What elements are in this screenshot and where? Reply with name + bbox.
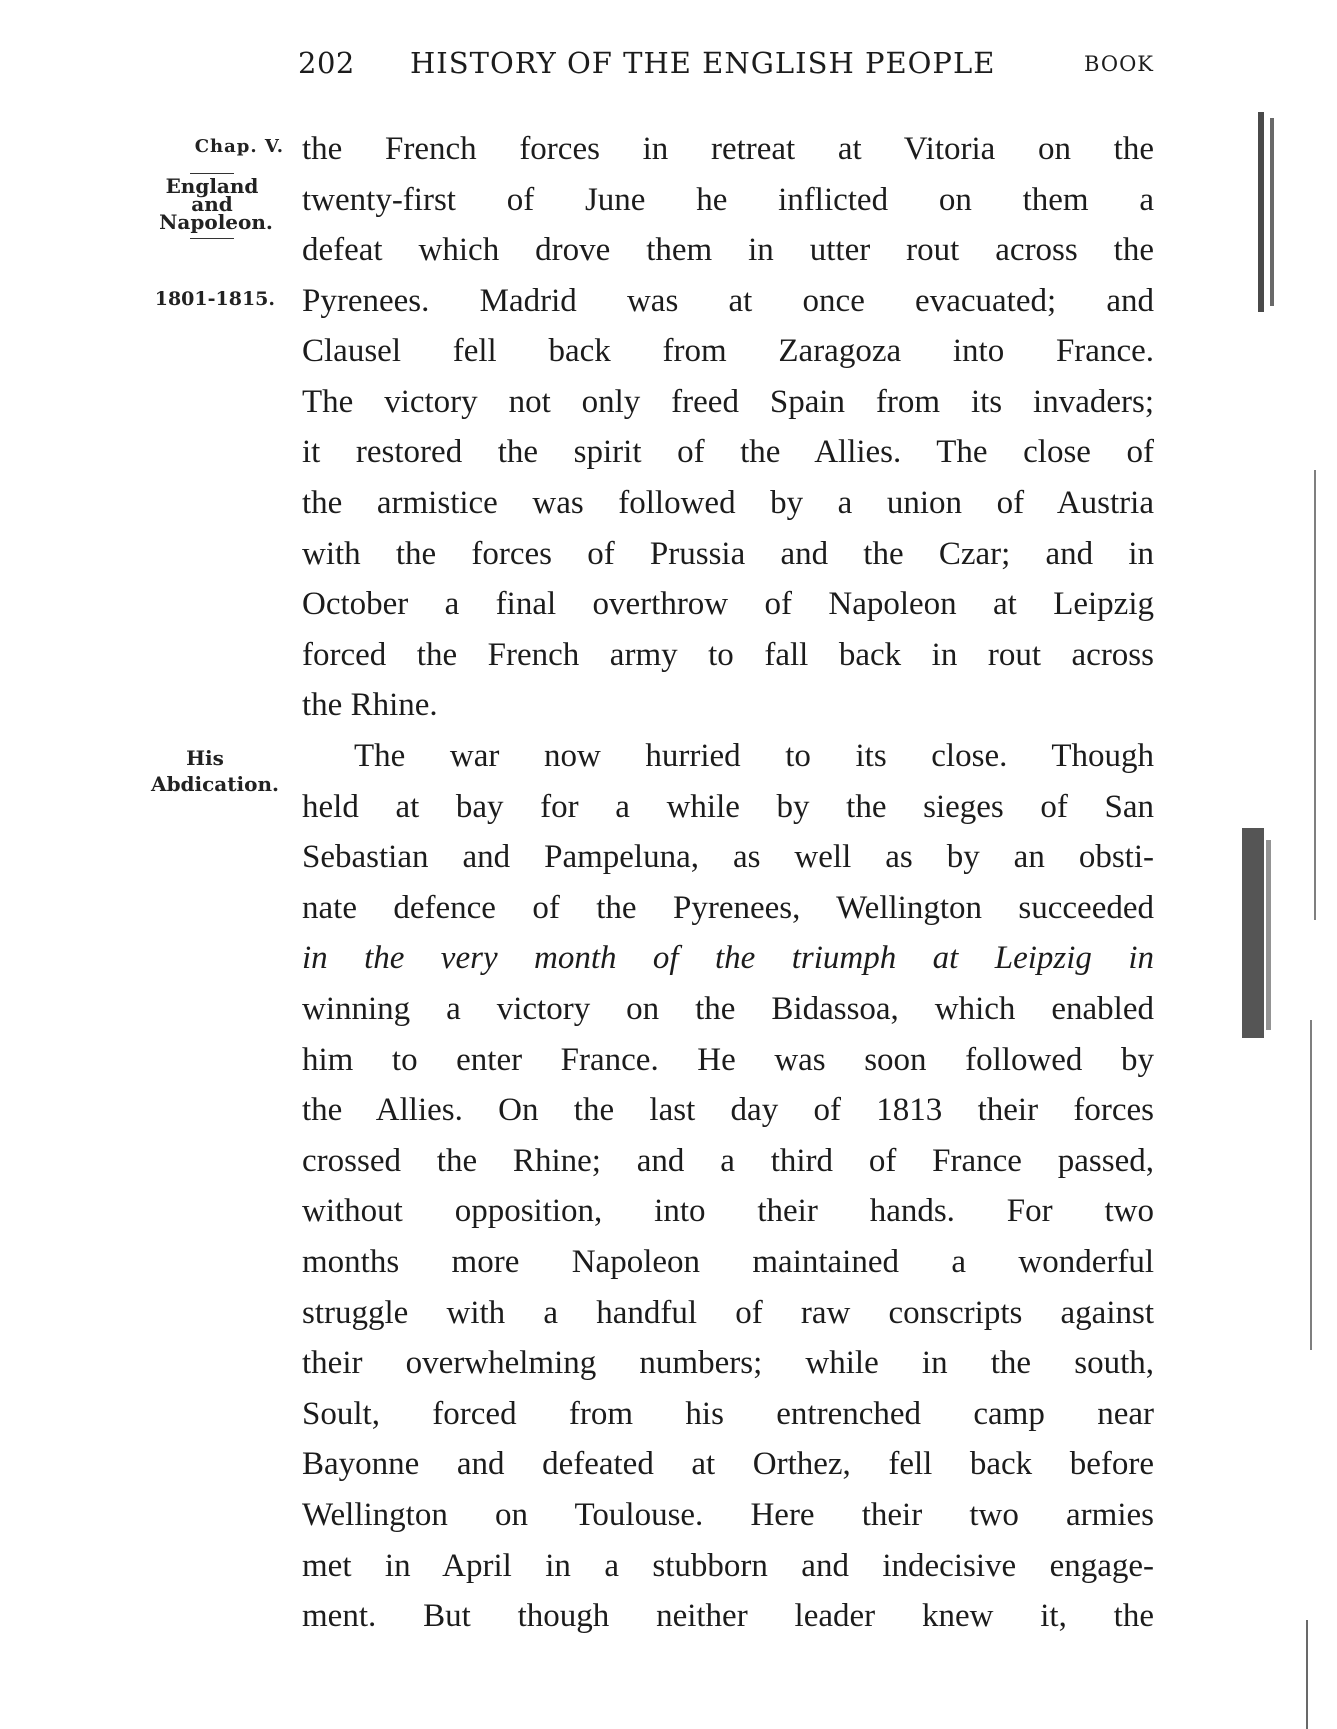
sidenote-topic-line3: Napoleon. bbox=[159, 210, 273, 234]
text-line: met in April in a stubborn and indecisive engage- bbox=[302, 1548, 1154, 1584]
text-line: months more Napoleon maintained a wonderful bbox=[302, 1244, 1154, 1280]
text-line: the Rhine. bbox=[302, 687, 438, 723]
text-line: ment. But though neither leader knew it, the bbox=[302, 1598, 1154, 1634]
sidenote-topic bbox=[150, 170, 274, 241]
text-line: forced the French army to fall back in rout across bbox=[302, 637, 1154, 673]
scan-mark bbox=[1310, 1020, 1312, 1350]
text-line: him to enter France. He was soon followed by bbox=[302, 1042, 1154, 1078]
text-line: struggle with a handful of raw conscripts against bbox=[302, 1295, 1154, 1331]
scan-mark bbox=[1266, 840, 1271, 1030]
text-line: without opposition, into their hands. For two bbox=[302, 1193, 1154, 1229]
text-line: twenty-first of June he inflicted on them a bbox=[302, 182, 1154, 218]
sidenote-years bbox=[140, 290, 275, 309]
scan-mark bbox=[1306, 1620, 1308, 1729]
text-line: the Allies. On the last day of 1813 their forces bbox=[302, 1092, 1154, 1128]
text-line: winning a victory on the Bidassoa, which enabled bbox=[302, 991, 1154, 1027]
page-number: 202 bbox=[298, 46, 355, 80]
text-line: The war now hurried to its close. Though bbox=[354, 738, 1154, 774]
sidenote-chapter bbox=[140, 138, 284, 156]
book-label: BOOK bbox=[1084, 52, 1154, 76]
text-line: their overwhelming numbers; while in the south, bbox=[302, 1345, 1154, 1381]
text-line: Soult, forced from his entrenched camp near bbox=[302, 1396, 1154, 1432]
text-line: the armistice was followed by a union of Austria bbox=[302, 485, 1154, 521]
text-line: October a final overthrow of Napoleon at Leipzig bbox=[302, 586, 1154, 622]
text-line: defeat which drove them in utter rout across the bbox=[302, 232, 1154, 268]
text-line: Bayonne and defeated at Orthez, fell back before bbox=[302, 1446, 1154, 1482]
text-line: The victory not only freed Spain from its invaders; bbox=[302, 384, 1154, 420]
text-line: with the forces of Prussia and the Czar; and in bbox=[302, 536, 1154, 572]
scan-mark bbox=[1258, 112, 1264, 312]
sidenote-rule bbox=[190, 238, 234, 239]
text-line: in the very month of the triumph at Leipzig in bbox=[302, 940, 1154, 976]
text-line: the French forces in retreat at Vitoria on the bbox=[302, 131, 1154, 167]
sidenote-topic-line2: and bbox=[191, 192, 233, 216]
text-line: Wellington on Toulouse. Here their two armies bbox=[302, 1497, 1154, 1533]
sidenote-abdication-line2: Abdication. bbox=[151, 772, 279, 796]
text-line: Sebastian and Pampeluna, as well as by an obsti- bbox=[302, 839, 1154, 875]
text-line: Clausel fell back from Zaragoza into France. bbox=[302, 333, 1154, 369]
text-line: Pyrenees. Madrid was at once evacuated; and bbox=[302, 283, 1154, 319]
running-title: HISTORY OF THE ENGLISH PEOPLE bbox=[410, 46, 996, 80]
sidenote-abdication-line1: His bbox=[186, 746, 224, 770]
scan-mark bbox=[1314, 470, 1316, 920]
text-line: held at bay for a while by the sieges of San bbox=[302, 789, 1154, 825]
sidenote-topic-line1: England bbox=[165, 174, 259, 198]
scan-mark bbox=[1270, 118, 1274, 306]
sidenote-years-text: 1801-1815. bbox=[154, 288, 275, 310]
sidenote-abdication bbox=[140, 748, 290, 794]
running-header bbox=[298, 46, 1154, 86]
sidenote-chapter-text: Chap. V. bbox=[194, 136, 284, 157]
text-line: crossed the Rhine; and a third of France passed, bbox=[302, 1143, 1154, 1179]
scan-mark bbox=[1242, 828, 1264, 1038]
text-line: it restored the spirit of the Allies. The close of bbox=[302, 434, 1154, 470]
text-line: nate defence of the Pyrenees, Wellington succeeded bbox=[302, 890, 1154, 926]
